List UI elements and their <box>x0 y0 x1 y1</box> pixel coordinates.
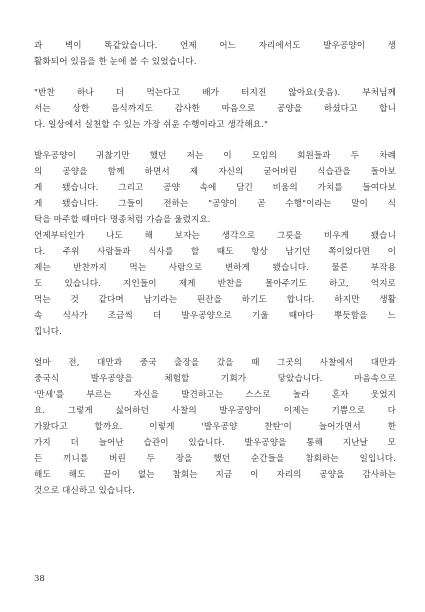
text-line: 든 끼니를 버린 두 장을 했던 순간들을 참회하는 일입니다. <box>34 454 396 464</box>
text-line: 요. 그렇게 싫어하던 사찰의 발우공양이 이제는 기쁨으로 다 <box>34 406 396 416</box>
text-line: "반찬 하나 더 먹는다고 배가 터지진 않아요(웃음). 부처님께 <box>34 88 396 98</box>
text-line: 게 됐습니다. 그리고 공양 속에 담긴 비움의 가치를 들여다보 <box>34 183 396 193</box>
text-line: 의 공양을 함께 하면서 제 자신의 굳어버린 식습관을 돌아보 <box>34 167 396 177</box>
text-line: 다. 주위 사람들과 식사를 할 때도 항상 남기던 쪽이었다면 이 <box>34 247 396 257</box>
text-line: 탁을 마주할 때마다 명종처럼 가슴을 울렸지요. <box>34 215 211 225</box>
paragraph-4 <box>34 228 396 340</box>
text-line: 활화되어 있음을 한 눈에 볼 수 있었습니다. <box>34 57 197 67</box>
page-body <box>34 38 396 499</box>
text-line: 가지 더 늘어난 습관이 있습니다. 발우공양을 통해 지난날 모 <box>34 438 396 448</box>
text-line: 것으로 대신하고 있습니다. <box>34 486 135 496</box>
text-line: 속 식사가 조금씩 더 발우공양으로 기울 때마다 뿌듯함을 느 <box>34 311 396 321</box>
text-line: '만세'를 부르는 자신을 발견하고는 스스로 놀라 혼자 웃었지 <box>34 390 396 400</box>
text-line: 제는 반찬까지 먹는 사람으로 변하게 됐습니다. 물론 부작용 <box>34 263 396 273</box>
paragraph-1 <box>34 38 396 70</box>
text-line: 도 있습니다. 지인들이 제게 반찬을 몰아주기도 하고, 억지로 <box>34 279 396 289</box>
text-line: 서는 상한 음식까지도 감사한 마음으로 공양을 하셨다고 합니 <box>34 104 396 114</box>
quote-paragraph <box>34 85 396 133</box>
page-number: 38 <box>34 574 45 584</box>
text-line: 발우공양이 귀찮기만 했던 저는 이 모임의 회원들과 두 차례 <box>34 151 396 161</box>
paragraph-5 <box>34 355 396 499</box>
text-line: 낍니다. <box>34 327 63 337</box>
text-line: 다. 일상에서 실천할 수 있는 가장 쉬운 수행이라고 생각해요." <box>34 120 269 130</box>
text-line: 중국식 발우공양을 체험할 기회가 닿았습니다. 마음속으로 <box>34 374 396 384</box>
text-line: 언제부터인가 나도 해 보자는 생각으로 그릇을 비우게 됐습니 <box>34 231 396 241</box>
text-line: 가왔다고 할까요. 이렇게 '발우공양 찬탄'이 늘어가면서 한 <box>34 422 396 432</box>
text-line: 얼마 전, 대만과 중국 출장을 갔을 때 그곳의 사찰에서 대만과 <box>34 358 396 368</box>
text-line: 게 됐습니다. 그들이 전하는 "공양이 곧 수행"이라는 말이 식 <box>34 199 396 209</box>
text-line: 해도 해도 끝이 없는 참회는 지금 이 자리의 공양을 감사하는 <box>34 470 396 480</box>
text-line: 먹는 것 같다며 남기라는 핀잔을 하기도 합니다. 하지만 생활 <box>34 295 396 305</box>
paragraph-3 <box>34 148 396 228</box>
text-line: 과 벽이 똑같았습니다. 언제 어느 자리에서도 발우공양이 생 <box>34 41 396 51</box>
